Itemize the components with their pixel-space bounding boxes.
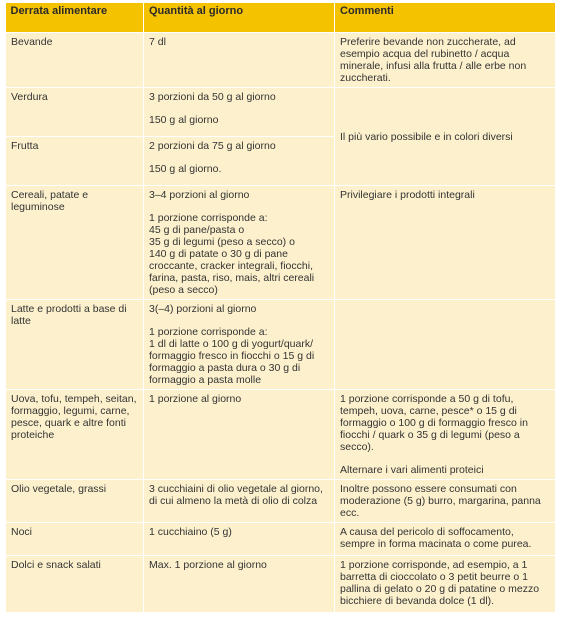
header-row — [6, 3, 556, 33]
quantity-cell: Max. 1 porzione al giorno — [144, 556, 335, 613]
quantity-cell: 3(–4) porzioni al giorno 1 porzione corrisponde a: 1 dl di latte o 100 g di yogurt/quark/ formaggio fresco in fiocchi o 15 g di formaggio a pasta dura o 30 g di formaggio a pasta molle — [144, 300, 335, 390]
table-row — [6, 300, 556, 390]
quantity-cell: 3 cucchiaini di olio vegetale al giorno, di cui almeno la metà di olio di colza — [144, 480, 335, 523]
comment-cell — [335, 300, 556, 390]
food-cell: Latte e prodotti a base di latte — [6, 300, 144, 390]
food-cell: Noci — [6, 523, 144, 556]
header-comments: Commenti — [335, 3, 556, 33]
comment-cell: 1 porzione corrisponde a 50 g di tofu, tempeh, uova, carne, pesce* o 15 g di formaggio o 100 g di formaggio fresco in fiocchi / quark o 35 g di legumi (peso a secco). Alternare i vari alimenti proteici — [335, 390, 556, 480]
quantity-cell: 7 dl — [144, 33, 335, 88]
food-cell: Verdura — [6, 88, 144, 137]
comment-cell: A causa del pericolo di soffocamento, sempre in forma macinata o come purea. — [335, 523, 556, 556]
table-row — [6, 556, 556, 613]
food-cell: Uova, tofu, tempeh, seitan, formaggio, legumi, carne, pesce, quark e altre fonti proteiche — [6, 390, 144, 480]
comment-cell: 1 porzione corrisponde, ad esempio, a 1 barretta di cioccolato o 3 petit beurre o 1 pallina di gelato o 20 g di patatine o mezzo bicchiere di bevanda dolce (1 dl). — [335, 556, 556, 613]
table-row — [6, 480, 556, 523]
quantity-cell: 2 porzioni da 75 g al giorno 150 g al giorno. — [144, 137, 335, 186]
food-cell: Dolci e snack salati — [6, 556, 144, 613]
quantity-cell: 1 porzione al giorno — [144, 390, 335, 480]
comment-cell: Privilegiare i prodotti integrali — [335, 186, 556, 300]
food-cell: Bevande — [6, 33, 144, 88]
comment-cell: Inoltre possono essere consumati con moderazione (5 g) burro, margarina, panna ecc. — [335, 480, 556, 523]
quantity-cell: 1 cucchiaino (5 g) — [144, 523, 335, 556]
food-cell: Olio vegetale, grassi — [6, 480, 144, 523]
comment-cell: Il più vario possibile e in colori diversi — [335, 88, 556, 186]
food-cell: Frutta — [6, 137, 144, 186]
table-row — [6, 390, 556, 480]
comment-cell: Preferire bevande non zuccherate, ad esempio acqua del rubinetto / acqua minerale, infusi alla frutta / alle erbe non zuccherati. — [335, 33, 556, 88]
food-cell: Cereali, patate e leguminose — [6, 186, 144, 300]
table-row — [6, 523, 556, 556]
table-row — [6, 88, 556, 137]
nutrition-table — [5, 3, 556, 613]
header-quantity: Quantità al giorno — [144, 3, 335, 33]
quantity-cell: 3 porzioni da 50 g al giorno 150 g al giorno — [144, 88, 335, 137]
quantity-cell: 3–4 porzioni al giorno 1 porzione corrisponde a: 45 g di pane/pasta o 35 g di legumi (peso a secco) o 140 g di patate o 30 g di pane croccante, cracker integrali, fiocchi, farina, pasta, riso, mais, altri cereali (peso a secco) — [144, 186, 335, 300]
header-food: Derrata alimentare — [6, 3, 144, 33]
table-row — [6, 186, 556, 300]
table-row — [6, 33, 556, 88]
